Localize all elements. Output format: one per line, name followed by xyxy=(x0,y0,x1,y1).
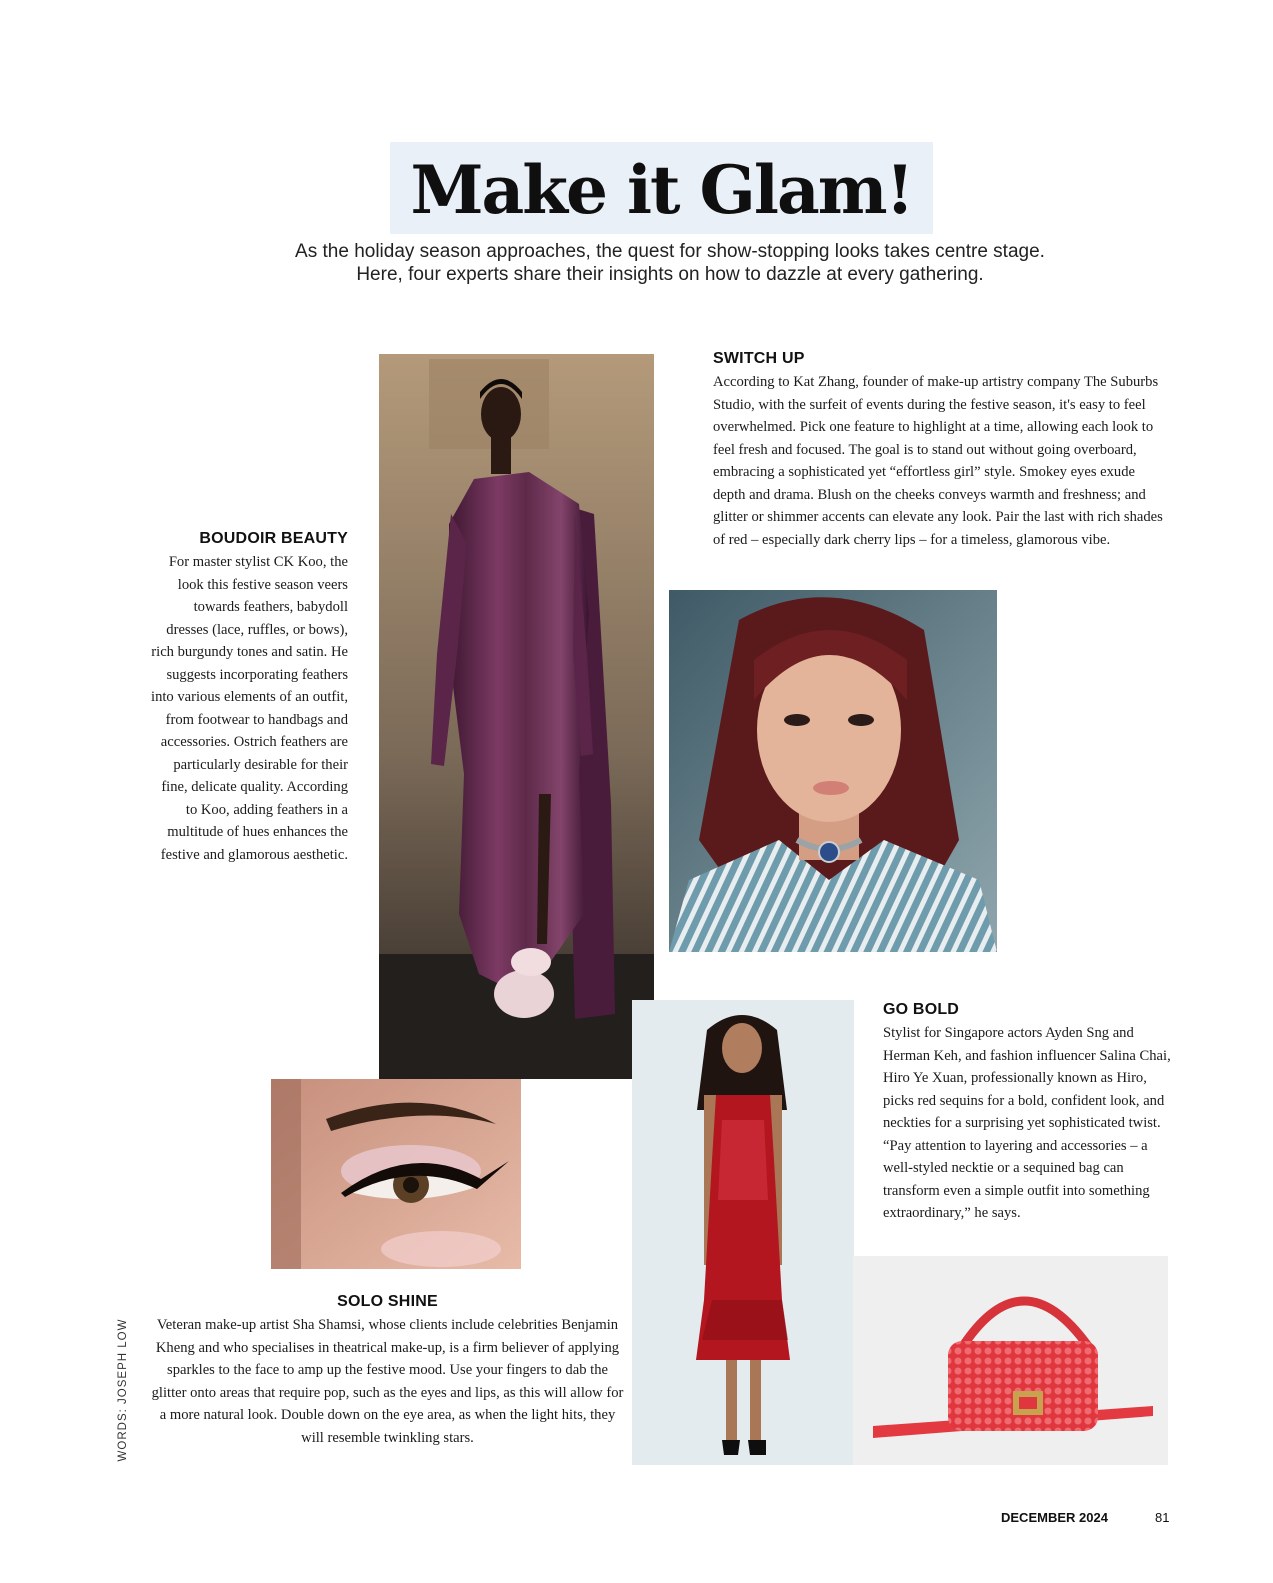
section-body-go-bold: Stylist for Singapore actors Ayden Sng and Herman Keh, and fashion influencer Salina Chai, Hiro Ye Xuan, professionally known as Hiro, picks red sequins for a bold, confident look, and neckties for a surprising yet sophisticated twist. “Pay attention to layering and accessories – a well-styled necktie or a sequined bag can transform even a simple outfit into something extraordinary,” he says. xyxy=(883,1025,1171,1221)
section-heading-solo-shine: SOLO SHINE xyxy=(337,1293,438,1310)
page-subtitle xyxy=(150,240,1190,286)
author-credit: WORDS: JOSEPH LOW xyxy=(117,1318,129,1462)
section-heading-boudoir-beauty: BOUDOIR BEAUTY xyxy=(199,530,348,547)
red-sequin-bag-photo xyxy=(853,1256,1168,1465)
page-number: 81 xyxy=(1155,1510,1170,1525)
section-body-switch-up: According to Kat Zhang, founder of make-up artistry company The Suburbs Studio, with the surfeit of events during the festive season, it's easy to feel overwhelmed. Pick one feature to highlight at a time, allowing each look to feel fresh and focused. The goal is to stand out without going overboard, embracing a sophisticated yet “effortless girl” style. Smokey eyes exude depth and drama. Blush on the cheeks conveys warmth and freshness; and glitter or shimmer accents can elevate any look. Pair the last with rich shades of red – especially dark cherry lips – for a timeless, glamorous vibe. xyxy=(713,374,1163,548)
section-heading-switch-up: SWITCH UP xyxy=(713,350,805,367)
subtitle-line: As the holiday season approaches, the quest for show-stopping looks takes centre stage. xyxy=(295,241,1045,262)
red-hair-portrait-photo xyxy=(669,590,997,952)
section-heading-go-bold: GO BOLD xyxy=(883,1001,960,1018)
section-body-boudoir-beauty: For master stylist CK Koo, the look this festive season veers towards feathers, babydoll dresses (lace, ruffles, or bows), rich burgundy tones and satin. He suggests incorporating feathers into various elements of an outfit, from footwear to handbags and accessories. Ostrich feathers are particularly desirable for their fine, delicate quality. According to Koo, adding feathers in a multitude of hues enhances the festive and glamorous aesthetic. xyxy=(151,554,348,863)
subtitle-line: Here, four experts share their insights on how to dazzle at every gathering. xyxy=(356,264,984,285)
red-sequin-dress-photo xyxy=(632,1000,854,1465)
runway-plum-dress-photo xyxy=(379,354,654,1079)
section-body-solo-shine: Veteran make-up artist Sha Shamsi, whose clients include celebrities Benjamin Kheng and who specialises in theatrical make-up, is a firm believer of applying sparkles to the face to amp up the festive mood. Use your fingers to dab the glitter onto areas that require pop, such as the eyes and lips, as this will allow for a more natural look. Double down on the eye area, as when the light hits, they will resemble twinkling stars. xyxy=(151,1317,624,1446)
glitter-eye-makeup-photo xyxy=(271,1079,521,1269)
page-title: Make it Glam! xyxy=(410,151,913,229)
issue-date: DECEMBER 2024 xyxy=(1001,1510,1108,1525)
